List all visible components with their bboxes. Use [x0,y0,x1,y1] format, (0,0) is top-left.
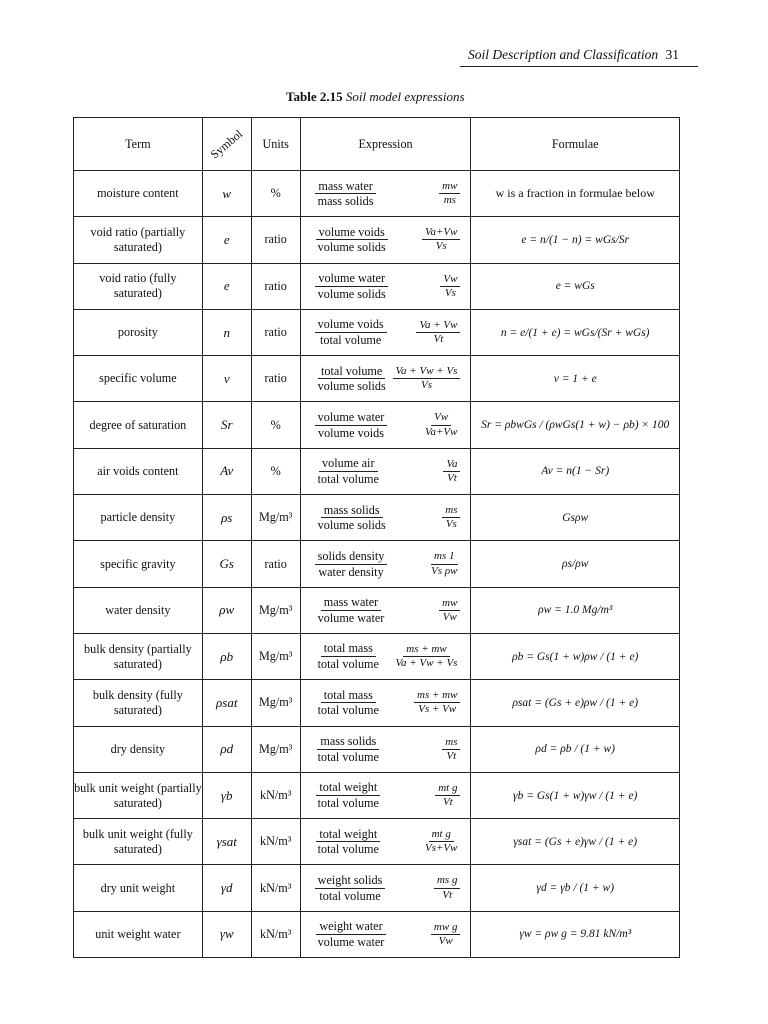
symbol-denominator: Vs ρw [431,564,458,577]
header-symbol [202,118,251,171]
symbol-denominator: Vw [442,610,457,623]
word-fraction [315,919,388,949]
term-cell: specific volume [74,356,203,402]
word-numerator: volume water [315,271,388,287]
symbol-denominator: Vt [446,749,457,762]
symbol-cell: Sr [202,402,251,448]
table-header-row [74,118,680,171]
symbol-cell: ρd [202,726,251,772]
formula-cell: ρw = 1.0 Mg/m³ [471,587,680,633]
table-row [74,587,680,633]
word-denominator: total volume [317,657,379,672]
header-term: Term [74,118,203,171]
symbol-fraction [435,782,460,809]
expression-pair [301,780,471,810]
word-numerator: total volume [318,364,385,380]
word-denominator: volume voids [317,425,384,440]
word-fraction [315,179,377,209]
word-numerator: total weight [316,780,380,796]
term-cell: bulk unit weight (fully saturated) [74,819,203,865]
table-row [74,633,680,679]
word-denominator: total volume [317,796,379,810]
word-denominator: volume solids [317,518,386,533]
expression-pair [301,179,471,209]
term-cell: water density [74,587,203,633]
symbol-denominator: Va + Vw + Vs [395,657,458,670]
table-row [74,309,680,355]
word-fraction [315,410,388,440]
symbol-numerator: mw [439,597,460,611]
term-cell: dry density [74,726,203,772]
table-row [74,819,680,865]
formula-cell: Gsρw [471,495,680,541]
word-fraction [315,827,382,857]
word-denominator: total volume [320,333,382,348]
symbol-cell: Gs [202,541,251,587]
term-cell: porosity [74,309,203,355]
symbol-denominator: Vs [421,379,432,392]
word-numerator: total mass [321,688,376,704]
symbol-numerator: Vw [440,273,460,287]
formula-cell: ρsat = (Gs + e)ρw / (1 + e) [471,680,680,726]
term-cell: unit weight water [74,911,203,957]
word-numerator: mass solids [317,734,379,750]
symbol-fraction [434,874,460,901]
symbol-fraction [443,458,460,485]
units-cell: Mg/m³ [251,587,300,633]
symbol-denominator: Vt [447,471,457,484]
term-cell: bulk unit weight (partially saturated) [74,772,203,818]
units-cell: Mg/m³ [251,680,300,726]
expression-cell [300,171,471,217]
word-numerator: weight solids [315,873,386,889]
word-denominator: total volume [317,749,379,764]
header-expression: Expression [300,118,471,171]
symbol-numerator: ms 1 [431,550,457,564]
units-cell: ratio [251,217,300,263]
symbol-numerator: ms [442,736,460,750]
expression-pair [301,734,471,764]
symbol-cell: γsat [202,819,251,865]
symbol-fraction [439,597,460,624]
symbol-numerator: mw g [431,921,461,935]
units-cell: kN/m³ [251,819,300,865]
term-cell: bulk density (partially saturated) [74,633,203,679]
table-row [74,356,680,402]
expression-cell [300,402,471,448]
units-cell: ratio [251,309,300,355]
expression-pair [301,827,471,857]
formula-cell: e = wGs [471,263,680,309]
word-fraction [315,641,382,671]
word-fraction [315,873,386,903]
header-rule [460,66,698,67]
expression-cell [300,911,471,957]
term-cell: void ratio (partially saturated) [74,217,203,263]
table-caption [286,89,465,105]
symbol-fraction [422,828,460,855]
symbol-cell: e [202,217,251,263]
table-row [74,402,680,448]
formula-cell: ρd = ρb / (1 + w) [471,726,680,772]
expression-cell [300,772,471,818]
word-fraction [315,595,388,625]
units-cell: ratio [251,356,300,402]
symbol-cell: ρs [202,495,251,541]
word-fraction [315,734,382,764]
table-row [74,541,680,587]
symbol-cell: e [202,263,251,309]
word-numerator: total weight [316,827,380,843]
symbol-fraction [414,689,460,716]
units-cell: kN/m³ [251,865,300,911]
units-cell: % [251,448,300,494]
symbol-fraction [442,504,460,531]
symbol-numerator: ms + mw [403,643,449,657]
word-numerator: mass solids [321,503,383,519]
term-cell: particle density [74,495,203,541]
symbol-cell: Av [202,448,251,494]
expression-pair [301,271,471,301]
word-denominator: volume solids [317,286,386,301]
word-numerator: volume voids [315,317,387,333]
expression-cell [300,263,471,309]
expression-cell [300,356,471,402]
units-cell: Mg/m³ [251,495,300,541]
table-row [74,772,680,818]
word-numerator: mass water [321,595,382,611]
word-numerator: solids density [315,549,388,565]
word-fraction [315,503,389,533]
symbol-fraction [393,643,461,670]
symbol-cell: ρsat [202,680,251,726]
word-fraction [315,780,382,810]
expression-pair [301,688,471,718]
symbol-cell: γw [202,911,251,957]
word-numerator: weight water [316,919,385,935]
expression-pair [301,595,471,625]
formula-cell: ρs/ρw [471,541,680,587]
table-row [74,171,680,217]
symbol-cell: γd [202,865,251,911]
symbol-denominator: Va+Vw [424,425,458,438]
word-denominator: mass solids [317,194,374,209]
formula-cell: v = 1 + e [471,356,680,402]
header-formulae: Formulae [471,118,680,171]
symbol-fraction [428,550,460,577]
header-symbol-label: Symbol [207,126,246,161]
symbol-numerator: Va + Vw [416,319,460,333]
table-row [74,263,680,309]
formula-cell: γsat = (Gs + e)γw / (1 + e) [471,819,680,865]
table-title: Soil model expressions [345,89,465,104]
formula-cell: γb = Gs(1 + w)γw / (1 + e) [471,772,680,818]
header-units: Units [251,118,300,171]
soil-model-table [73,117,680,958]
page-number: 31 [665,47,680,62]
word-denominator: volume water [317,610,385,625]
formula-cell: w is a fraction in formulae below [471,171,680,217]
symbol-cell: ρw [202,587,251,633]
expression-pair [301,919,471,949]
symbol-denominator: Vs [444,286,456,299]
expression-cell [300,865,471,911]
word-fraction [315,456,382,486]
table-row [74,448,680,494]
symbol-denominator: Vw [438,934,453,947]
expression-cell [300,587,471,633]
term-cell: void ratio (fully saturated) [74,263,203,309]
expression-cell [300,680,471,726]
table-row [74,911,680,957]
symbol-numerator: ms g [434,874,460,888]
symbol-numerator: Va+Vw [422,226,460,240]
term-cell: specific gravity [74,541,203,587]
symbol-denominator: Vs [445,518,457,531]
symbol-cell: n [202,309,251,355]
term-cell: degree of saturation [74,402,203,448]
formula-cell: γd = γb / (1 + w) [471,865,680,911]
expression-pair [301,225,471,255]
symbol-cell: w [202,171,251,217]
symbol-fraction [431,921,461,948]
expression-pair [301,873,471,903]
table-row [74,865,680,911]
formula-cell: γw = ρw g = 9.81 kN/m³ [471,911,680,957]
symbol-numerator: ms + mw [414,689,460,703]
symbol-numerator: mt g [435,782,460,796]
expression-cell [300,726,471,772]
symbol-denominator: Vs [435,240,447,253]
units-cell: kN/m³ [251,772,300,818]
symbol-denominator: Vt [433,333,444,346]
expression-pair [301,549,471,579]
table-row [74,680,680,726]
word-numerator: volume voids [316,225,388,241]
units-cell: Mg/m³ [251,726,300,772]
expression-cell [300,217,471,263]
symbol-fraction [442,736,460,763]
symbol-numerator: Va + Vw + Vs [393,365,461,379]
word-fraction [315,364,389,394]
formula-cell: ρb = Gs(1 + w)ρw / (1 + e) [471,633,680,679]
symbol-numerator: Vw [431,411,451,425]
word-fraction [315,271,389,301]
expression-pair [301,410,471,440]
table-row [74,495,680,541]
symbol-fraction [440,273,460,300]
units-cell: ratio [251,263,300,309]
term-cell: dry unit weight [74,865,203,911]
running-header [468,47,698,63]
symbol-denominator: ms [443,194,456,207]
units-cell: % [251,402,300,448]
expression-cell [300,309,471,355]
term-cell: bulk density (fully saturated) [74,680,203,726]
symbol-denominator: Vt [442,796,453,808]
expression-pair [301,456,471,486]
expression-cell [300,541,471,587]
symbol-cell: ρb [202,633,251,679]
formula-cell: n = e/(1 + e) = wGs/(Sr + wGs) [471,309,680,355]
word-fraction [315,549,388,579]
table-row [74,726,680,772]
expression-cell [300,495,471,541]
word-denominator: volume water [317,934,385,949]
term-cell: air voids content [74,448,203,494]
word-fraction [315,225,389,255]
units-cell: % [251,171,300,217]
symbol-fraction [416,319,460,346]
term-cell: moisture content [74,171,203,217]
units-cell: kN/m³ [251,911,300,957]
expression-cell [300,819,471,865]
symbol-cell: γb [202,772,251,818]
word-denominator: volume solids [317,240,386,255]
symbol-fraction [422,226,460,253]
running-title: Soil Description and Classification [468,47,659,62]
symbol-denominator: Vs+Vw [424,842,458,855]
word-numerator: total mass [321,641,376,657]
expression-pair [301,641,471,671]
units-cell: Mg/m³ [251,633,300,679]
expression-cell [300,448,471,494]
table-label: Table 2.15 [286,89,343,104]
formula-cell: Av = n(1 − Sr) [471,448,680,494]
table-body [74,171,680,958]
word-denominator: total volume [317,471,379,486]
word-denominator: water density [318,564,384,579]
symbol-denominator: Vs + Vw [418,703,457,716]
expression-pair [301,317,471,347]
expression-cell [300,633,471,679]
formula-cell: Sr = ρbwGs / (ρwGs(1 + w) − ρb) × 100 [471,402,680,448]
word-fraction [315,688,382,718]
symbol-numerator: ms [442,504,460,518]
word-denominator: volume solids [317,379,386,394]
symbol-numerator: mw [439,180,460,194]
units-cell: ratio [251,541,300,587]
expression-pair [301,364,471,394]
symbol-denominator: Vt [442,888,453,901]
word-fraction [315,317,387,347]
symbol-fraction [393,365,461,392]
expression-pair [301,503,471,533]
word-denominator: total volume [317,842,379,857]
symbol-numerator: Va [443,458,460,472]
word-numerator: volume air [319,456,377,472]
table-row [74,217,680,263]
word-denominator: total volume [317,703,379,718]
symbol-numerator: mt g [429,828,454,842]
symbol-cell: v [202,356,251,402]
word-numerator: volume water [315,410,388,426]
formula-cell: e = n/(1 − n) = wGs/Sr [471,217,680,263]
word-numerator: mass water [315,179,376,195]
symbol-fraction [422,411,460,438]
word-denominator: total volume [319,888,381,903]
symbol-fraction [439,180,460,207]
